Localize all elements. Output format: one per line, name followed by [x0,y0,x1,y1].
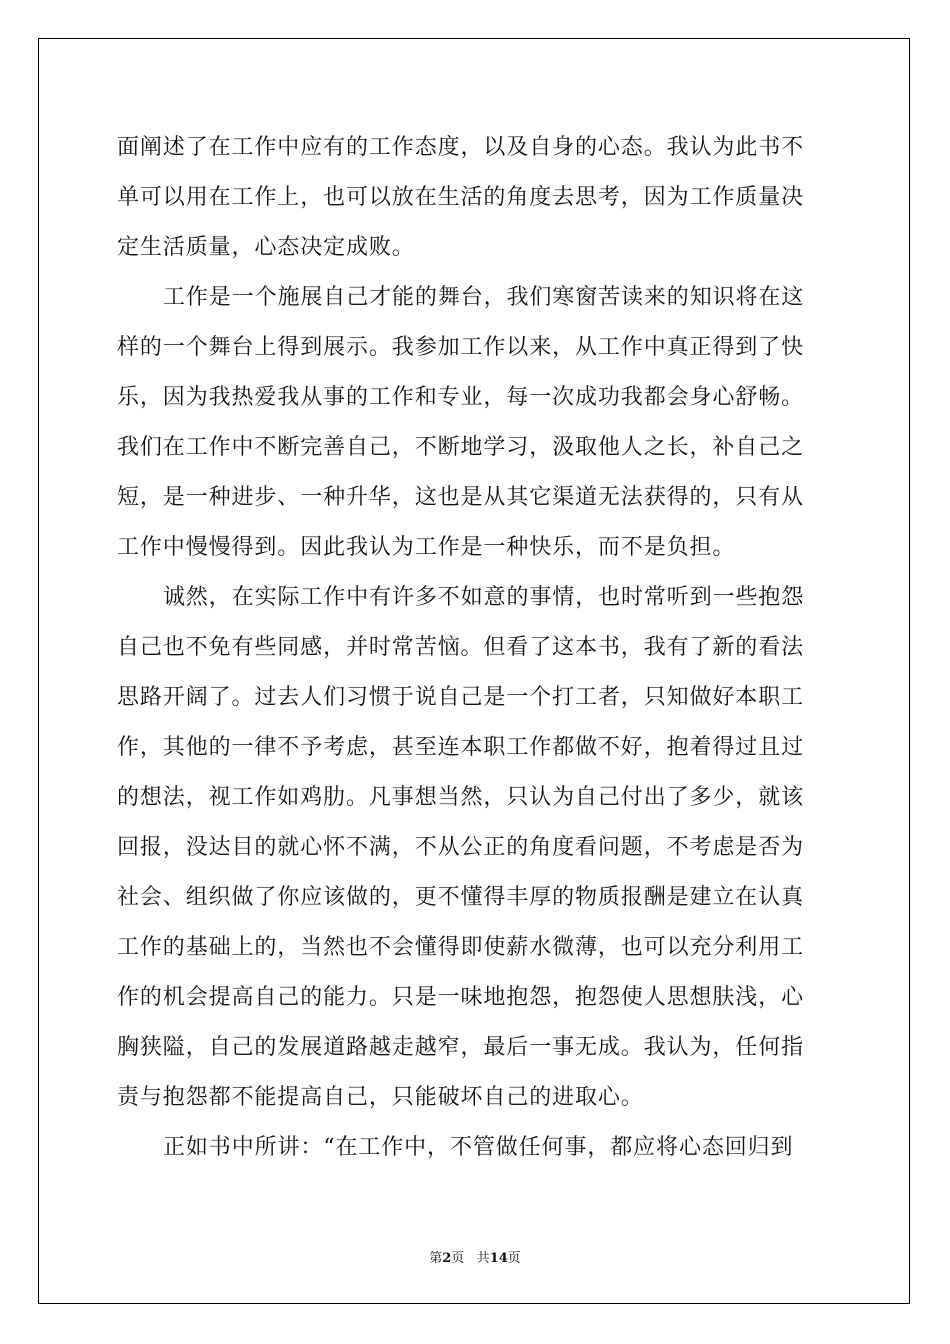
text-line: 单可以用在工作上，也可以放在生活的角度去思考，因为工作质量决 [117,185,805,210]
text-line: 作，其他的一律不予考虑，甚至连本职工作都做不好，抱着得过且过 [117,735,805,760]
text-line: 样的一个舞台上得到展示。我参加工作以来，从工作中真正得到了快 [117,335,805,360]
text-line: 工作的基础上的，当然也不会懂得即使薪水微薄，也可以充分利用工 [117,935,805,960]
paragraph-first-line: 工作是一个施展自己才能的舞台，我们寒窗苦读来的知识将在这 [163,285,805,310]
total-pages: 14 [489,1251,508,1266]
text-line: 面阐述了在工作中应有的工作态度，以及自身的心态。我认为此书不 [117,135,805,160]
page-unit: 页 [451,1251,465,1266]
text-line: 我们在工作中不断完善自己，不断地学习，汲取他人之长，补自己之 [117,435,805,460]
text-line: 自己也不免有些同感，并时常苦恼。但看了这本书，我有了新的看法 [117,635,805,660]
text-line: 责与抱怨都不能提高自己，只能破坏自己的进取心。 [117,1085,644,1110]
page-prefix: 第 [429,1251,443,1266]
text-line: 工作中慢慢得到。因此我认为工作是一种快乐，而不是负担。 [117,535,736,560]
page-footer [0,1247,950,1266]
paragraph-first-line: 正如书中所讲：“在工作中，不管做任何事，都应将心态回归到 [163,1135,794,1160]
paragraph-first-line: 诚然，在实际工作中有许多不如意的事情，也时常听到一些抱怨 [163,585,805,610]
total-prefix: 共 [476,1251,490,1266]
text-line: 社会、组织做了你应该做的，更不懂得丰厚的物质报酬是建立在认真 [117,885,805,910]
text-line: 胸狭隘，自己的发展道路越走越窄，最后一事无成。我认为，任何指 [117,1035,805,1060]
text-line: 的想法，视工作如鸡肋。凡事想当然，只认为自己付出了多少，就该 [117,785,805,810]
text-line: 乐，因为我热爱我从事的工作和专业，每一次成功我都会身心舒畅。 [117,385,805,410]
text-line: 短，是一种进步、一种升华，这也是从其它渠道无法获得的，只有从 [117,485,805,510]
text-line: 定生活质量，心态决定成败。 [117,235,415,260]
page-border [38,38,910,1304]
text-line: 思路开阔了。过去人们习惯于说自己是一个打工者，只知做好本职工 [117,685,805,710]
text-line: 回报，没达目的就心怀不满，不从公正的角度看问题，不考虑是否为 [117,835,805,860]
page-number: 2 [442,1251,452,1266]
total-unit: 页 [507,1251,521,1266]
text-line: 作的机会提高自己的能力。只是一味地抱怨，抱怨使人思想肤浅，心 [117,985,805,1010]
